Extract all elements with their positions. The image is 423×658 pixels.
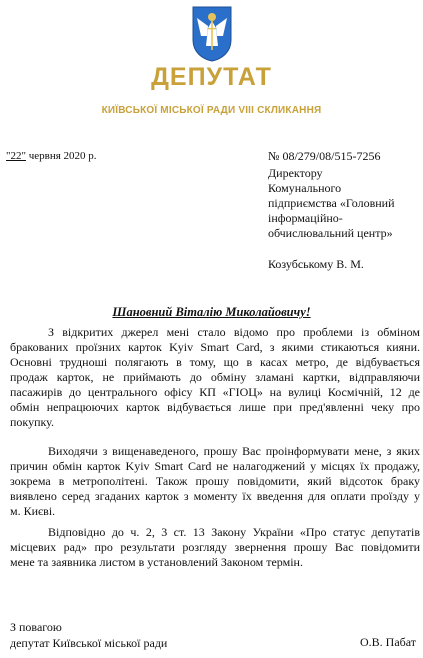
addressee-line: інформаційно- [268, 211, 343, 225]
paragraph-line: покупку. [10, 415, 54, 429]
paragraph-line: Відповідно до ч. 2, 3 ст. 13 Закону України «Про статус депутатів [48, 525, 420, 539]
closing-block [10, 619, 167, 651]
addressee-line: підприємства «Головний [268, 196, 395, 210]
body-paragraph-3 [10, 525, 420, 570]
kyiv-coat-of-arms-icon [192, 6, 232, 62]
body-paragraph-2 [10, 444, 420, 519]
closing-regards: З повагою [10, 620, 62, 634]
paragraph-line: м. Києві. [10, 504, 56, 518]
paragraph-line: Основні трудноші полягають в тому, що в касах метро, де відбувається [10, 355, 420, 369]
paragraph-line: З відкритих джерел мені стало відомо про проблеми із обміном [48, 325, 420, 339]
salutation: Шановний Віталію Миколайовичу! [112, 305, 311, 319]
paragraph-line: Виходячи з вищенаведеного, прошу Вас проінформувати мене, з яких [48, 444, 420, 458]
addressee-line: Комунального [268, 181, 342, 195]
addressee-line: обчислювальний центр» [268, 226, 393, 240]
body-paragraph-1 [10, 325, 420, 430]
paragraph-line: причин обмін карток Kyiv Smart Card не налагоджений у місцях їх продажу, [10, 459, 420, 473]
addressee-surname: Козубському В. М. [268, 257, 364, 271]
letter-date [6, 150, 97, 162]
signer-name: О.В. Пабат [360, 635, 417, 649]
paragraph-line: виявлено серед згаданих карток з моменту їх введення для оплати проїзду у [10, 489, 420, 503]
paragraph-line: місцевих рад» про результати розгляду звернення прошу Вас повідомити [10, 540, 420, 554]
date-month-year: червня 2020 р. [25, 150, 97, 162]
page-title: ДЕПУТАТ [151, 63, 272, 91]
date-day: "22" [6, 150, 26, 162]
paragraph-line: обмін непрацюючих карток відбувається лише при пред'явленні чеку про [10, 400, 420, 414]
addressee-block [268, 166, 418, 241]
closing-position: депутат Київської міської ради [10, 636, 168, 650]
page-subtitle: КИЇВСЬКОЇ МІСЬКОЇ РАДИ VIII СКЛИКАННЯ [101, 105, 322, 116]
paragraph-line: бракованих проїзних карток Kyiv Smart Card, з якими стикаються кияни. [10, 340, 420, 354]
registration-number: № 08/279/08/515-7256 [268, 149, 381, 163]
paragraph-line: мене та заявника листом в установлений Законом термін. [10, 555, 303, 569]
paragraph-line: продаж карток, не приймають до обміну зламані картки, відправляючи [10, 370, 420, 384]
addressee-line: Директору [268, 166, 323, 180]
paragraph-line: пасажирів до центрального офісу КП «ГІОЦ» на вулиці Космічній, 12 де [10, 385, 420, 399]
paragraph-line: зокрема в метрополітені. Також прошу повідомити, який відсоток браку [10, 474, 420, 488]
